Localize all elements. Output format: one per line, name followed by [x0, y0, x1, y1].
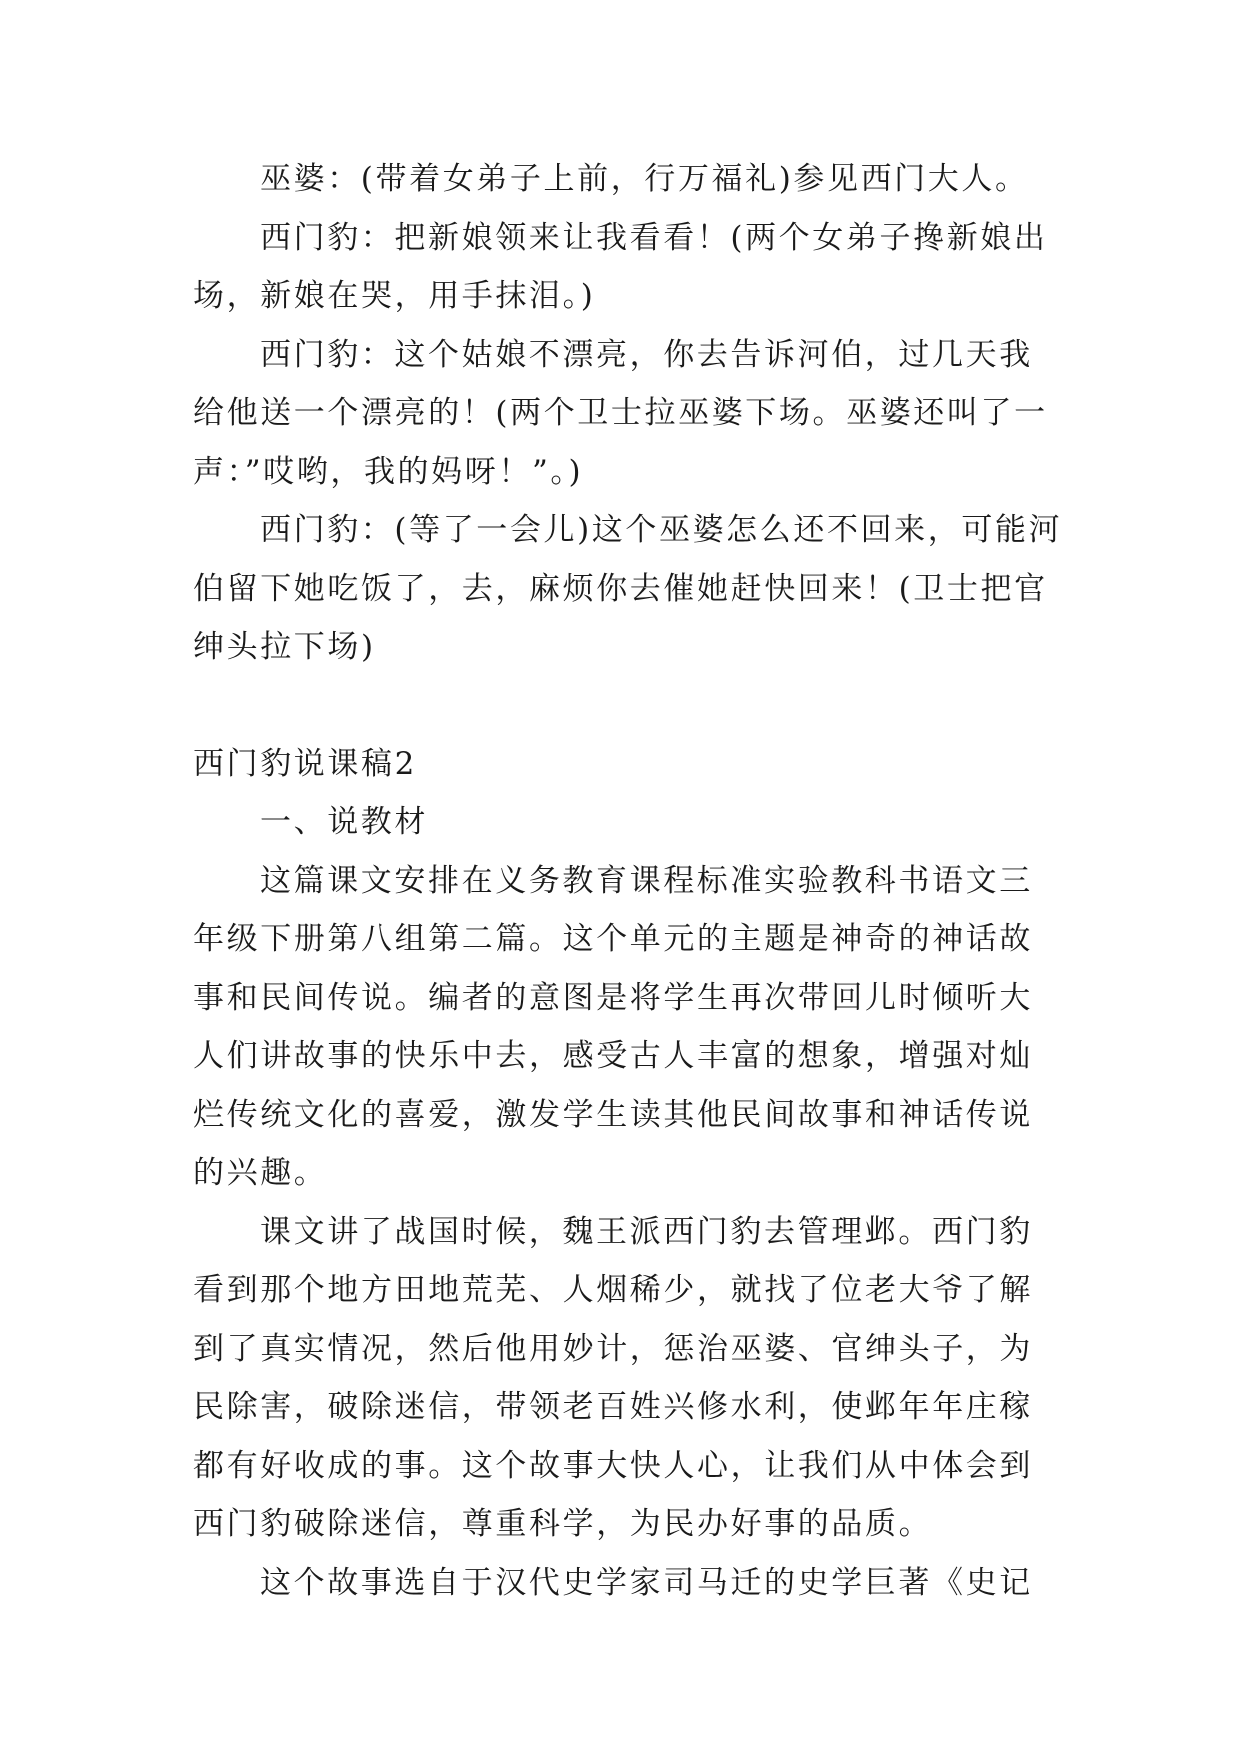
paragraph-story-summary: 课文讲了战国时候，魏王派西门豹去管理邺。西门豹看到那个地方田地荒芜、人烟稀少，就找了位老大爷了解到了真实情况，然后他用妙计，惩治巫婆、官绅头子，为民除害，破除迷信，带领老百姓兴修水利，使邺年年庄稼都有好收成的事。这个故事大快人心，让我们从中体会到西门豹破除迷信，尊重科学，为民办好事的品质。: [193, 1213, 1033, 1542]
section-subtitle: 一、说教材: [260, 804, 428, 840]
section-title: 西门豹说课稿2: [193, 745, 417, 782]
paragraph-bride-entrance: 西门豹：把新娘领来让我看看！(两个女弟子搀新娘出场，新娘在哭，用手抹泪。): [193, 219, 1048, 314]
paragraph-story-source: 这个故事选自于汉代史学家司马迁的史学巨著《史记: [260, 1564, 1033, 1601]
paragraph-witch-greeting: 巫婆：(带着女弟子上前，行万福礼)参见西门大人。: [260, 161, 1029, 197]
document-page: [193, 150, 1063, 1612]
paragraph-official-removed: 西门豹：(等了一会儿)这个巫婆怎么还不回来，可能河伯留下她吃饭了，去，麻烦你去催她赶快回来！(卫士把官绅头拉下场): [193, 512, 1063, 665]
paragraph-textbook-context: 这篇课文安排在义务教育课程标准实验教科书语文三年级下册第八组第二篇。这个单元的主题是神奇的神话故事和民间传说。编者的意图是将学生再次带回儿时倾听大人们讲故事的快乐中去，感受古人丰富的想象，增强对灿烂传统文化的喜爱，激发学生读其他民间故事和神话传说的兴趣。: [193, 862, 1033, 1191]
paragraph-witch-removed: 西门豹：这个姑娘不漂亮，你去告诉河伯，过几天我给他送一个漂亮的！(两个卫士拉巫婆下场。巫婆还叫了一声：”哎哟，我的妈呀！”。): [193, 336, 1048, 490]
